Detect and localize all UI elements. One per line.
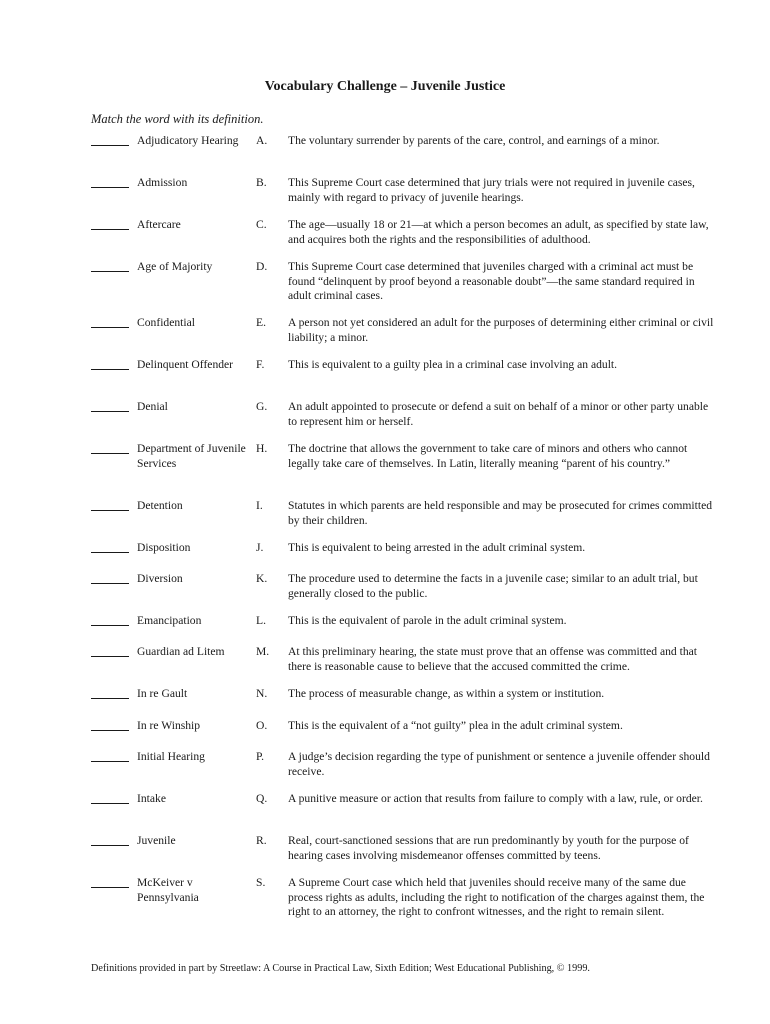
vocabulary-list <box>91 134 721 936</box>
definition: A person not yet considered an adult for the purposes of determining either criminal or civil liability; a minor. <box>288 316 714 344</box>
vocab-row <box>91 442 721 499</box>
definition-letter: R. <box>256 834 267 847</box>
definition-letter: C. <box>256 218 267 231</box>
vocab-row <box>91 218 721 260</box>
definition: Statutes in which parents are held responsible and may be prosecuted for crimes committed by their children. <box>288 499 713 527</box>
definition-letter: B. <box>256 176 267 189</box>
definition-letter: Q. <box>256 792 268 805</box>
answer-blank[interactable] <box>91 572 129 584</box>
definition-letter: A. <box>256 134 268 147</box>
answer-blank[interactable] <box>91 614 129 626</box>
definition: A Supreme Court case which held that juveniles should receive many of the same due process rights as adults, including the right to notification of the charges against them, the right to an attorney, the right to confront witnesses, and the right to remain silent. <box>288 876 705 919</box>
definition-letter: D. <box>256 260 268 273</box>
footer-citation: Definitions provided in part by Streetlaw: A Course in Practical Law, Sixth Edition; West Educational Publishing, © 1999. <box>91 963 590 974</box>
definition-letter: J. <box>256 541 264 554</box>
definition: The procedure used to determine the facts in a juvenile case; similar to an adult trial, but generally closed to the public. <box>288 572 698 600</box>
term: In re Gault <box>137 687 188 700</box>
vocab-row <box>91 316 721 358</box>
vocab-row <box>91 834 721 876</box>
vocab-row <box>91 614 721 645</box>
term: Disposition <box>137 541 191 554</box>
term: Aftercare <box>137 218 181 231</box>
definition: A judge’s decision regarding the type of punishment or sentence a juvenile offender should receive. <box>288 750 710 778</box>
definition: This is equivalent to a guilty plea in a criminal case involving an adult. <box>288 358 618 371</box>
vocab-row <box>91 645 721 687</box>
definition-letter: H. <box>256 442 268 455</box>
vocab-row <box>91 499 721 541</box>
vocab-row <box>91 400 721 442</box>
definition-letter: O. <box>256 719 268 732</box>
definition: The voluntary surrender by parents of the care, control, and earnings of a minor. <box>288 134 660 147</box>
term: Guardian ad Litem <box>137 645 225 658</box>
answer-blank[interactable] <box>91 442 129 454</box>
vocab-row <box>91 750 721 792</box>
vocab-row <box>91 176 721 218</box>
definition: This is the equivalent of parole in the adult criminal system. <box>288 614 567 627</box>
term: Age of Majority <box>137 260 213 273</box>
definition-letter: G. <box>256 400 268 413</box>
definition: The doctrine that allows the government to take care of minors and others who cannot legally take care of themselves. In Latin, literally meaning “parent of his country.” <box>288 442 688 470</box>
answer-blank[interactable] <box>91 316 129 328</box>
worksheet-title: Vocabulary Challenge – Juvenile Justice <box>264 79 506 94</box>
answer-blank[interactable] <box>91 499 129 511</box>
definition-letter: K. <box>256 572 268 585</box>
vocab-row <box>91 572 721 614</box>
definition: This is the equivalent of a “not guilty” plea in the adult criminal system. <box>288 719 623 732</box>
definition: The age—usually 18 or 21—at which a person becomes an adult, as specified by state law, and acquires both the rights and the responsibilities of adulthood. <box>288 218 709 246</box>
answer-blank[interactable] <box>91 134 129 146</box>
answer-blank[interactable] <box>91 834 129 846</box>
vocab-row <box>91 687 721 719</box>
definition-letter: L. <box>256 614 266 627</box>
answer-blank[interactable] <box>91 218 129 230</box>
answer-blank[interactable] <box>91 750 129 762</box>
answer-blank[interactable] <box>91 792 129 804</box>
answer-blank[interactable] <box>91 541 129 553</box>
answer-blank[interactable] <box>91 687 129 699</box>
term: Denial <box>137 400 168 413</box>
term: Confidential <box>137 316 195 329</box>
term: Adjudicatory Hearing <box>137 134 239 147</box>
term: Delinquent Offender <box>137 358 234 371</box>
definition-letter: F. <box>256 358 265 371</box>
definition-letter: P. <box>256 750 265 763</box>
definition: A punitive measure or action that results from failure to comply with a law, rule, or order. <box>288 792 703 805</box>
definition: This Supreme Court case determined that juveniles charged with a criminal act must be found “delinquent by proof beyond a reasonable doubt”—the same standard required in adult criminal cases. <box>288 260 695 303</box>
term: Emancipation <box>137 614 202 627</box>
term: Department of Juvenile Services <box>137 442 246 470</box>
term: Intake <box>137 792 166 805</box>
answer-blank[interactable] <box>91 358 129 370</box>
definition-letter: N. <box>256 687 268 700</box>
answer-blank[interactable] <box>91 876 129 888</box>
instructions: Match the word with its definition. <box>91 112 264 126</box>
definition: At this preliminary hearing, the state must prove that an offense was committed and that there is reasonable cause to believe that the accused committed the crime. <box>288 645 698 673</box>
answer-blank[interactable] <box>91 719 129 731</box>
vocab-row <box>91 260 721 316</box>
definition: This is equivalent to being arrested in the adult criminal system. <box>288 541 586 554</box>
vocab-row <box>91 792 721 834</box>
answer-blank[interactable] <box>91 400 129 412</box>
definition: An adult appointed to prosecute or defend a suit on behalf of a minor or other party unable to represent him or herself. <box>288 400 709 428</box>
term: Diversion <box>137 572 183 585</box>
answer-blank[interactable] <box>91 260 129 272</box>
vocab-row <box>91 134 721 176</box>
vocab-row <box>91 719 721 750</box>
term: Initial Hearing <box>137 750 205 763</box>
definition: The process of measurable change, as within a system or institution. <box>288 687 605 700</box>
definition-letter: I. <box>256 499 263 512</box>
term: McKeiver v Pennsylvania <box>137 876 199 904</box>
vocab-row <box>91 541 721 572</box>
term: Juvenile <box>137 834 176 847</box>
definition-letter: S. <box>256 876 266 889</box>
term: In re Winship <box>137 719 201 732</box>
definition-letter: M. <box>256 645 270 658</box>
answer-blank[interactable] <box>91 176 129 188</box>
definition-letter: E. <box>256 316 266 329</box>
term: Admission <box>137 176 188 189</box>
vocab-row <box>91 358 721 400</box>
term: Detention <box>137 499 183 512</box>
vocab-row <box>91 876 721 936</box>
definition: This Supreme Court case determined that jury trials were not required in juvenile cases, mainly with regard to privacy of juvenile hearings. <box>288 176 695 204</box>
answer-blank[interactable] <box>91 645 129 657</box>
definition: Real, court-sanctioned sessions that are run predominantly by youth for the purpose of hearing cases involving misdemeanor offenses committed by teens. <box>288 834 689 862</box>
